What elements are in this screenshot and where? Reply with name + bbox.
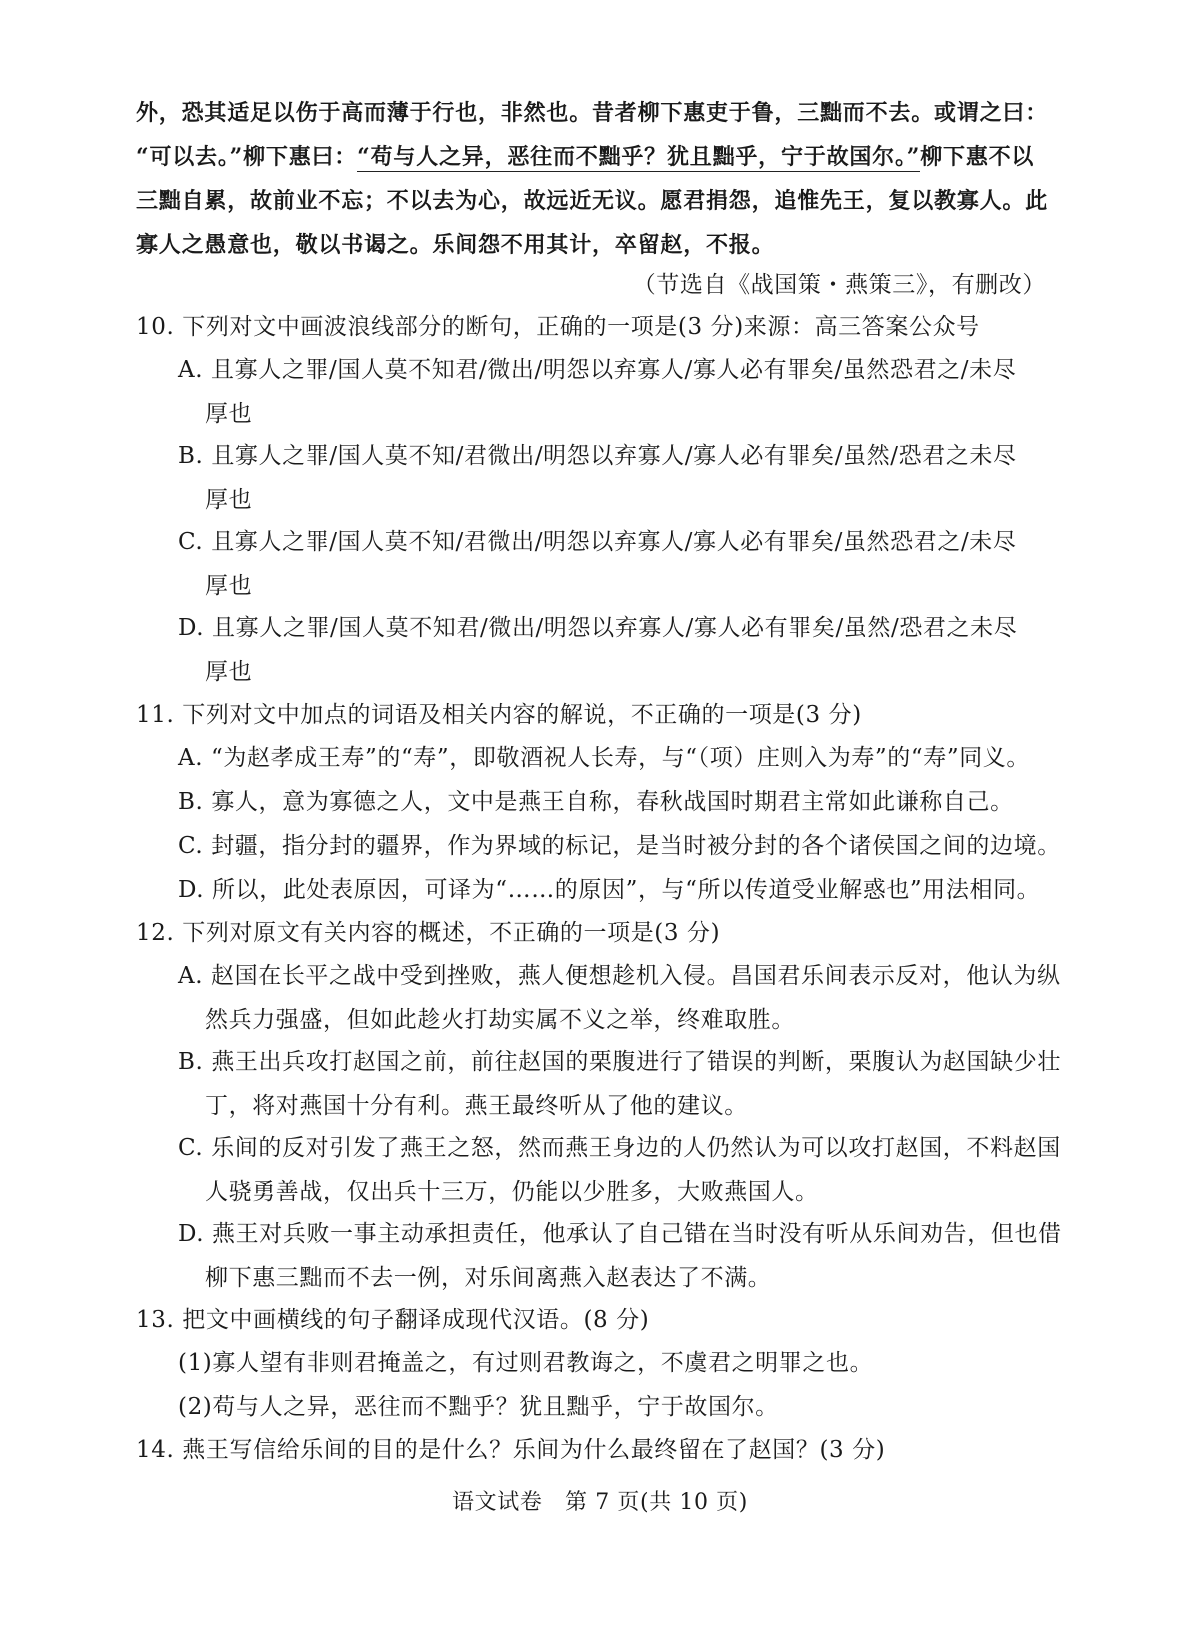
q11-option-d: D. 所以，此处表原因，可译为“……的原因”，与“所以传道受业解惑也”用法相同。 [178, 877, 1041, 903]
q10-option-b-cont: 厚也 [205, 487, 253, 513]
question-11-stem: 11. 下列对文中加点的词语及相关内容的解说，不正确的一项是(3 分) [136, 702, 862, 728]
q13-sentence-2: (2)苟与人之异，恶往而不黜乎？犹且黜乎，宁于故国尔。 [178, 1394, 779, 1420]
q12-option-d: D. 燕王对兵败一事主动承担责任，他承认了自己错在当时没有听从乐间劝告，但也借 [178, 1221, 1062, 1247]
q10-option-c-cont: 厚也 [205, 573, 253, 599]
passage-line-1: 外，恐其适足以伤于高而薄于行也，非然也。昔者柳下惠吏于鲁，三黜而不去。或谓之曰： [136, 100, 1049, 126]
q10-option-d-cont: 厚也 [205, 659, 253, 685]
q12-option-a-cont: 然兵力强盛，但如此趁火打劫实属不义之举，终难取胜。 [205, 1007, 795, 1033]
passage-text: “可以去。”柳下惠曰： [136, 144, 358, 170]
q10-option-a: A. 且寡人之罪/国人莫不知君/微出/明怨以弃寡人/寡人必有罪矣/虽然恐君之/未尽 [178, 357, 1017, 383]
passage-source: （节选自《战国策・燕策三》，有删改） [632, 272, 1046, 298]
q12-option-b-cont: 丁，将对燕国十分有利。燕王最终听从了他的建议。 [205, 1093, 748, 1119]
q12-option-a: A. 赵国在长平之战中受到挫败，燕人便想趁机入侵。昌国君乐间表示反对，他认为纵 [178, 963, 1061, 989]
q10-option-a-cont: 厚也 [205, 401, 253, 427]
q13-sentence-1: (1)寡人望有非则君掩盖之，有过则君教诲之，不虞君之明罪之也。 [178, 1350, 874, 1376]
q10-option-d: D. 且寡人之罪/国人莫不知君/微出/明怨以弃寡人/寡人必有罪矣/虽然/恐君之未尽 [178, 615, 1018, 641]
question-12-stem: 12. 下列对原文有关内容的概述，不正确的一项是(3 分) [136, 920, 721, 946]
q12-option-c: C. 乐间的反对引发了燕王之怒，然而燕王身边的人仍然认为可以攻打赵国，不料赵国 [178, 1135, 1061, 1161]
underlined-sentence: “苟与人之异，恶往而不黜乎？犹且黜乎，宁于故国尔。” [357, 144, 921, 170]
q12-option-d-cont: 柳下惠三黜而不去一例，对乐间离燕入赵表达了不满。 [205, 1265, 772, 1291]
passage-text: 柳下惠不以 [920, 144, 1035, 170]
question-14-stem: 14. 燕王写信给乐间的目的是什么？乐间为什么最终留在了赵国？(3 分) [136, 1437, 886, 1463]
q12-option-c-cont: 人骁勇善战，仅出兵十三万，仍能以少胜多，大败燕国人。 [205, 1179, 819, 1205]
passage-line-3: 三黜自累，故前业不忘；不以去为心，故远近无议。愿君捐怨，追惟先王，复以教寡人。此 [136, 188, 1049, 214]
question-13-stem: 13. 把文中画横线的句子翻译成现代汉语。(8 分) [136, 1307, 650, 1333]
passage-line-2 [136, 142, 1034, 172]
q10-option-c: C. 且寡人之罪/国人莫不知/君微出/明怨以弃寡人/寡人必有罪矣/虽然恐君之/未尽 [178, 529, 1017, 555]
question-10-stem: 10. 下列对文中画波浪线部分的断句，正确的一项是(3 分)来源：高三答案公众号 [136, 314, 980, 340]
q12-option-b: B. 燕王出兵攻打赵国之前，前往赵国的栗腹进行了错误的判断，栗腹认为赵国缺少壮 [178, 1049, 1061, 1075]
passage-line-4: 寡人之愚意也，敬以书谒之。乐间怨不用其计，卒留赵，不报。 [136, 232, 775, 258]
q10-option-b: B. 且寡人之罪/国人莫不知/君微出/明怨以弃寡人/寡人必有罪矣/虽然/恐君之未尽 [178, 443, 1017, 469]
page-footer: 语文试卷 第 7 页(共 10 页) [452, 1490, 748, 1515]
q11-option-c: C. 封疆，指分封的疆界，作为界域的标记，是当时被分封的各个诸侯国之间的边境。 [178, 833, 1061, 859]
q11-option-a: A. “为赵孝成王寿”的“寿”，即敬酒祝人长寿，与“（项）庄则入为寿”的“寿”同义。 [178, 745, 1030, 771]
q11-option-b: B. 寡人，意为寡德之人，文中是燕王自称，春秋战国时期君主常如此谦称自己。 [178, 789, 1014, 815]
